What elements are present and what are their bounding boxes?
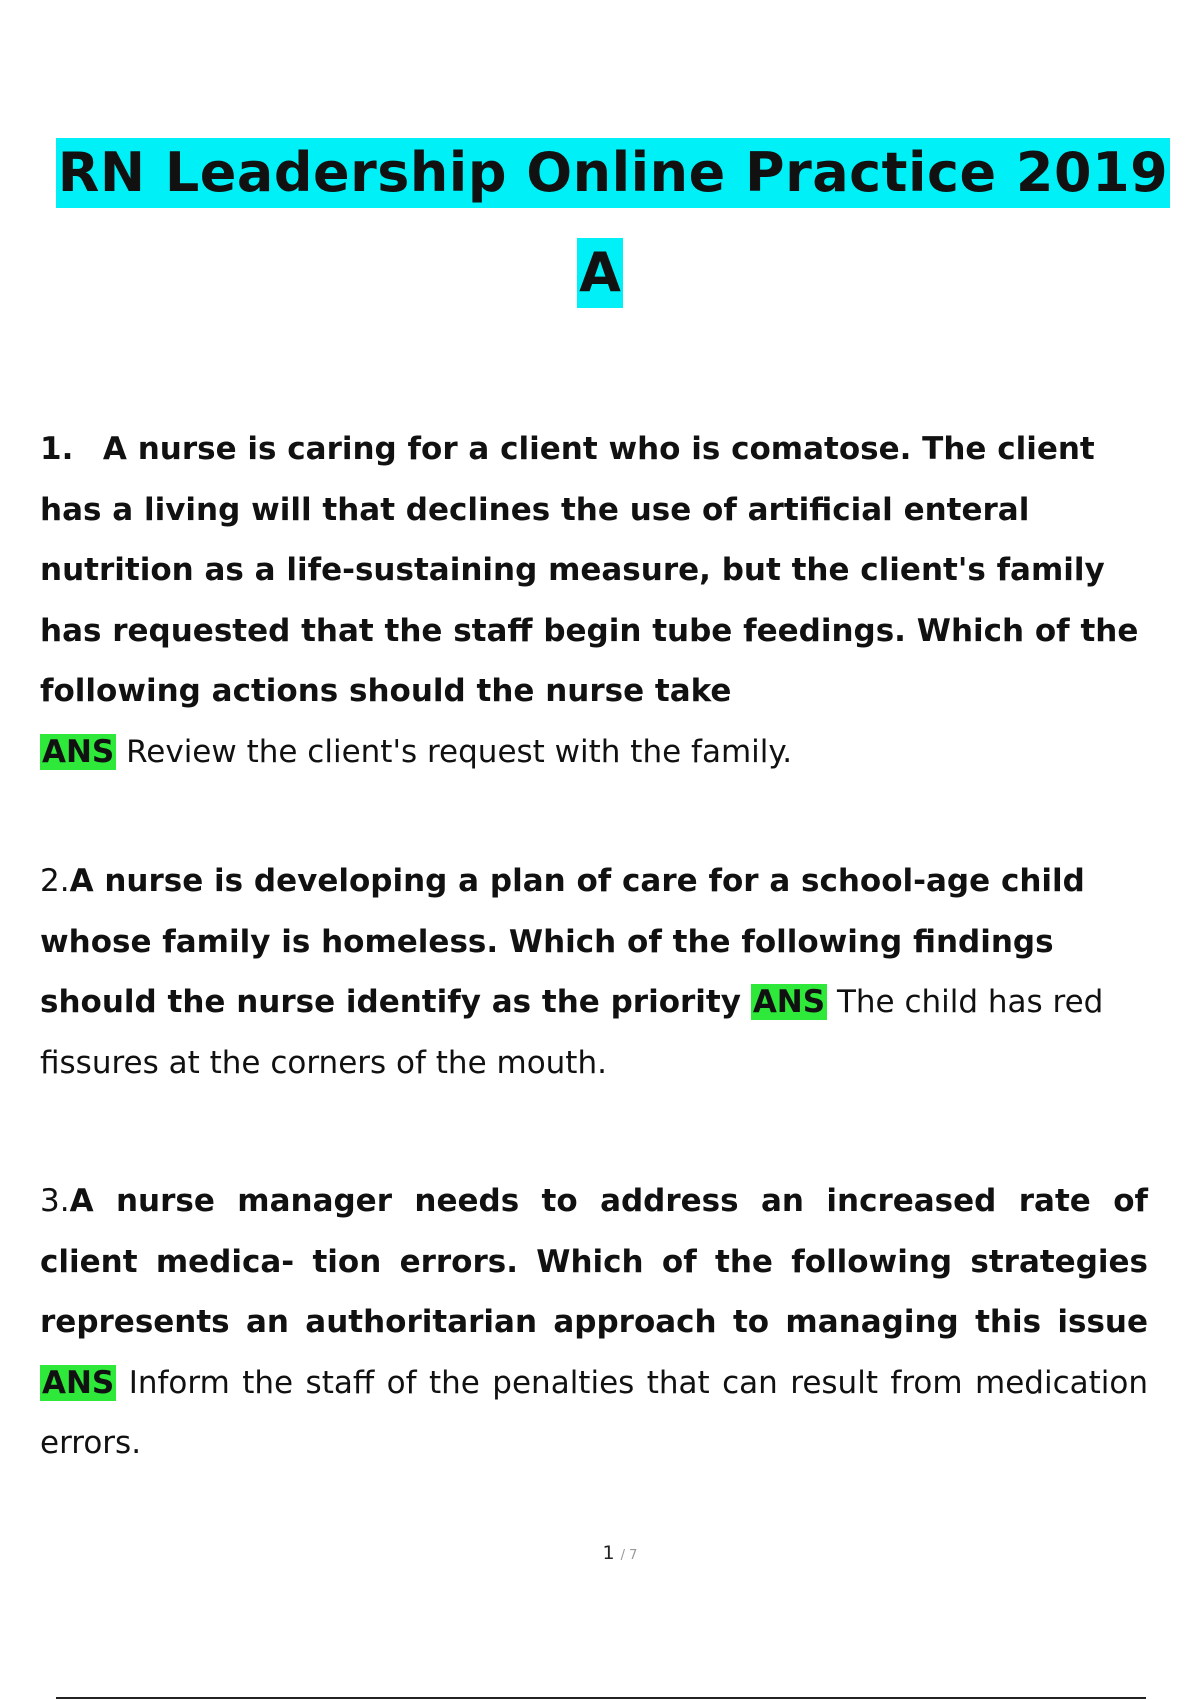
question-text: A nurse manager needs to address an increased rate of client medica- tion errors. Which of the following strategies represents an authoritarian approach to managing this issue — [40, 1183, 1148, 1340]
question-2 — [40, 851, 1148, 1093]
question-1 — [40, 419, 1148, 782]
answer-text: Inform the staff of the penalties that can result from medication errors. — [40, 1364, 1148, 1461]
document-title — [0, 138, 1200, 308]
answer-text: Review the client's request with the family. — [126, 733, 793, 770]
title-line-1: RN Leadership Online Practice 2019 — [56, 138, 1170, 208]
question-number: 2. — [40, 863, 70, 899]
bottom-divider — [56, 1697, 1146, 1699]
answer-text: The child has red fissures at the corners of the mouth. — [40, 984, 1104, 1081]
page-number — [0, 1542, 1200, 1564]
answer-label: ANS — [752, 984, 826, 1020]
page-current: 1 — [602, 1542, 615, 1564]
answer-label: ANS — [42, 1364, 115, 1401]
question-text: A nurse is caring for a client who is comatose. The client has a living will that declines the use of artificial enteral nutrition as a life-sustaining measure, but the client's family has requested that the staff begin tube feedings. Which of the following actions should the nurse take — [40, 431, 1139, 709]
page-total: / 7 — [620, 1548, 638, 1563]
question-number: 3. — [40, 1183, 70, 1219]
title-line-2: A — [577, 238, 623, 308]
question-number: 1. — [40, 431, 74, 467]
answer-label: ANS — [42, 733, 115, 770]
question-text: A nurse is developing a plan of care for a school-age child whose family is homeless. Which of the following findings should the nurse identify as the priority — [40, 863, 1085, 1020]
question-3 — [40, 1171, 1148, 1474]
